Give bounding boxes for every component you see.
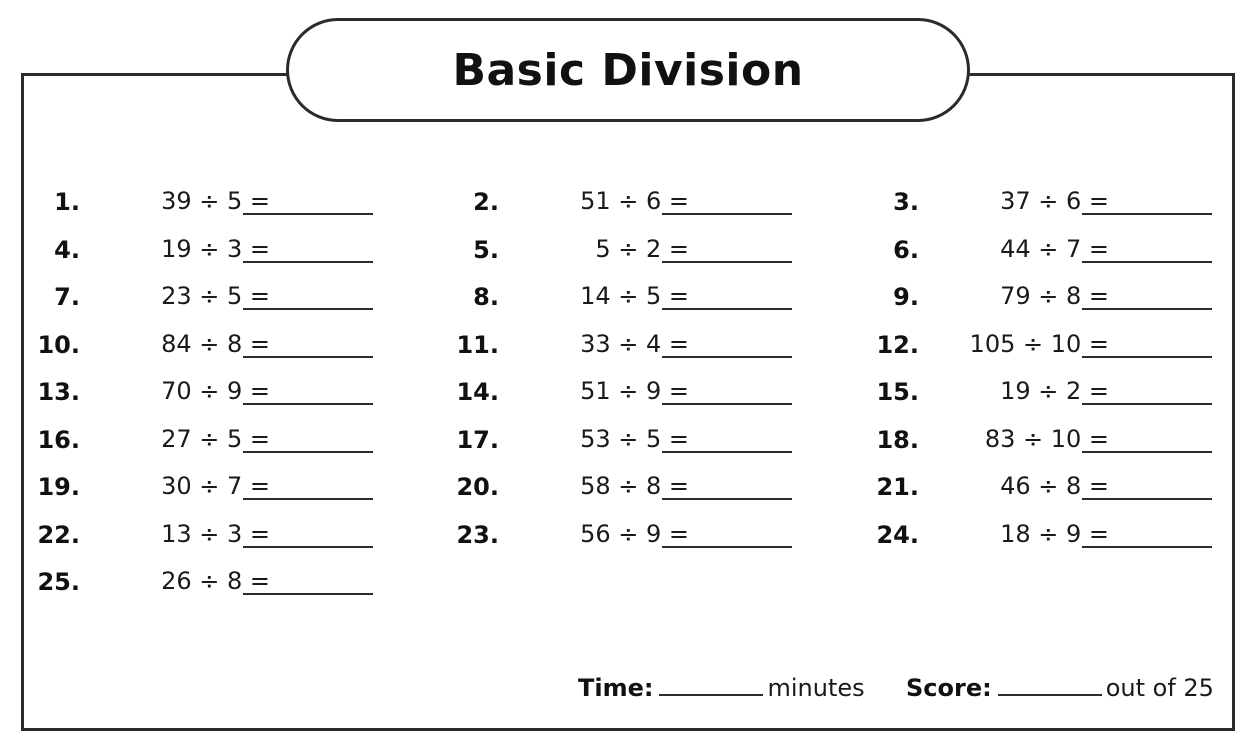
problem-number: 8.: [473, 283, 499, 311]
problem-item: [839, 373, 1179, 413]
problem-number: 14.: [456, 378, 499, 406]
problem-expression: 27 ÷ 5 =: [161, 424, 270, 453]
problem-item: [839, 183, 1179, 223]
time-label: Time:: [578, 674, 654, 702]
problem-expression: 70 ÷ 9 =: [161, 377, 270, 405]
problem-number: 7.: [54, 283, 80, 311]
problem-item: [419, 421, 759, 461]
worksheet-title: Basic Division: [452, 44, 804, 96]
problem-item: [839, 468, 1179, 508]
problem-item: [0, 278, 340, 318]
answer-blank[interactable]: [243, 546, 373, 548]
problem-number: 18.: [876, 425, 919, 454]
problem-expression: 13 ÷ 3 =: [161, 519, 270, 548]
answer-blank[interactable]: [243, 403, 373, 405]
problem-item: [419, 516, 759, 556]
answer-blank[interactable]: [662, 261, 792, 263]
problem-item: [839, 326, 1179, 366]
problem-number: 1.: [54, 188, 80, 216]
problem-number: 3.: [893, 188, 919, 216]
problem-expression: 105 ÷ 10 =: [969, 329, 1109, 358]
answer-blank[interactable]: [243, 308, 373, 310]
time-field: [578, 672, 865, 704]
problem-item: [839, 278, 1179, 318]
answer-blank[interactable]: [662, 546, 792, 548]
problem-number: 19.: [37, 473, 80, 501]
problem-number: 16.: [37, 425, 80, 454]
problem-number: 13.: [37, 378, 80, 406]
answer-blank[interactable]: [662, 356, 792, 358]
answer-blank[interactable]: [243, 451, 373, 453]
title-banner: [286, 18, 970, 122]
problem-number: 17.: [456, 425, 499, 454]
problem-item: [0, 516, 340, 556]
problem-item: [839, 421, 1179, 461]
problem-item: [0, 231, 340, 271]
problem-item: [419, 468, 759, 508]
problem-item: [839, 231, 1179, 271]
score-answer-line[interactable]: [998, 672, 1102, 696]
score-suffix: out of 25: [1105, 674, 1214, 702]
problem-number: 2.: [473, 188, 499, 216]
answer-blank[interactable]: [662, 403, 792, 405]
answer-blank[interactable]: [662, 451, 792, 453]
problem-item: [419, 373, 759, 413]
answer-blank[interactable]: [662, 498, 792, 500]
problem-number: 10.: [37, 330, 80, 359]
problem-number: 23.: [456, 520, 499, 549]
problem-expression: 46 ÷ 8 =: [1000, 472, 1109, 500]
problem-expression: 33 ÷ 4 =: [580, 329, 689, 358]
problem-expression: 19 ÷ 3 =: [161, 234, 270, 263]
answer-blank[interactable]: [243, 261, 373, 263]
problem-expression: 51 ÷ 6 =: [580, 187, 689, 215]
problem-expression: 39 ÷ 5 =: [161, 187, 270, 215]
problem-number: 12.: [876, 330, 919, 359]
problem-number: 15.: [876, 378, 919, 406]
problem-item: [0, 563, 340, 603]
answer-blank[interactable]: [1082, 546, 1212, 548]
problem-number: 6.: [893, 235, 919, 264]
problem-expression: 5 ÷ 2 =: [595, 234, 689, 263]
answer-blank[interactable]: [1082, 498, 1212, 500]
answer-blank[interactable]: [1082, 356, 1212, 358]
answer-blank[interactable]: [1082, 451, 1212, 453]
problem-expression: 18 ÷ 9 =: [1000, 519, 1109, 548]
answer-blank[interactable]: [1082, 261, 1212, 263]
answer-blank[interactable]: [1082, 308, 1212, 310]
answer-blank[interactable]: [243, 213, 373, 215]
time-answer-line[interactable]: [659, 672, 763, 696]
score-field: [906, 672, 1214, 704]
problem-expression: 19 ÷ 2 =: [1000, 377, 1109, 405]
answer-blank[interactable]: [243, 593, 373, 595]
problem-number: 9.: [893, 283, 919, 311]
problem-expression: 14 ÷ 5 =: [580, 282, 689, 310]
problem-item: [0, 468, 340, 508]
problem-item: [0, 421, 340, 461]
time-unit: minutes: [767, 674, 865, 702]
problem-expression: 51 ÷ 9 =: [580, 377, 689, 405]
answer-blank[interactable]: [243, 356, 373, 358]
problem-item: [419, 326, 759, 366]
problem-item: [839, 516, 1179, 556]
problem-expression: 56 ÷ 9 =: [580, 519, 689, 548]
problem-number: 22.: [37, 520, 80, 549]
problem-expression: 84 ÷ 8 =: [161, 329, 270, 358]
problem-expression: 26 ÷ 8 =: [161, 567, 270, 595]
problem-item: [0, 373, 340, 413]
answer-blank[interactable]: [1082, 403, 1212, 405]
answer-blank[interactable]: [1082, 213, 1212, 215]
problem-item: [419, 231, 759, 271]
problem-expression: 30 ÷ 7 =: [161, 472, 270, 500]
problem-number: 5.: [473, 235, 499, 264]
problem-expression: 37 ÷ 6 =: [1000, 187, 1109, 215]
problem-item: [0, 326, 340, 366]
problem-number: 4.: [54, 235, 80, 264]
answer-blank[interactable]: [662, 308, 792, 310]
problem-expression: 83 ÷ 10 =: [984, 424, 1109, 453]
problem-number: 20.: [456, 473, 499, 501]
problem-item: [0, 183, 340, 223]
problem-item: [419, 183, 759, 223]
problem-number: 11.: [456, 330, 499, 359]
answer-blank[interactable]: [662, 213, 792, 215]
problem-number: 21.: [876, 473, 919, 501]
problem-number: 25.: [37, 568, 80, 596]
problem-expression: 58 ÷ 8 =: [580, 472, 689, 500]
problem-expression: 23 ÷ 5 =: [161, 282, 270, 310]
problem-expression: 44 ÷ 7 =: [1000, 234, 1109, 263]
score-label: Score:: [906, 674, 992, 702]
problem-expression: 79 ÷ 8 =: [1000, 282, 1109, 310]
problem-expression: 53 ÷ 5 =: [580, 424, 689, 453]
problem-number: 24.: [876, 520, 919, 549]
answer-blank[interactable]: [243, 498, 373, 500]
problem-item: [419, 278, 759, 318]
